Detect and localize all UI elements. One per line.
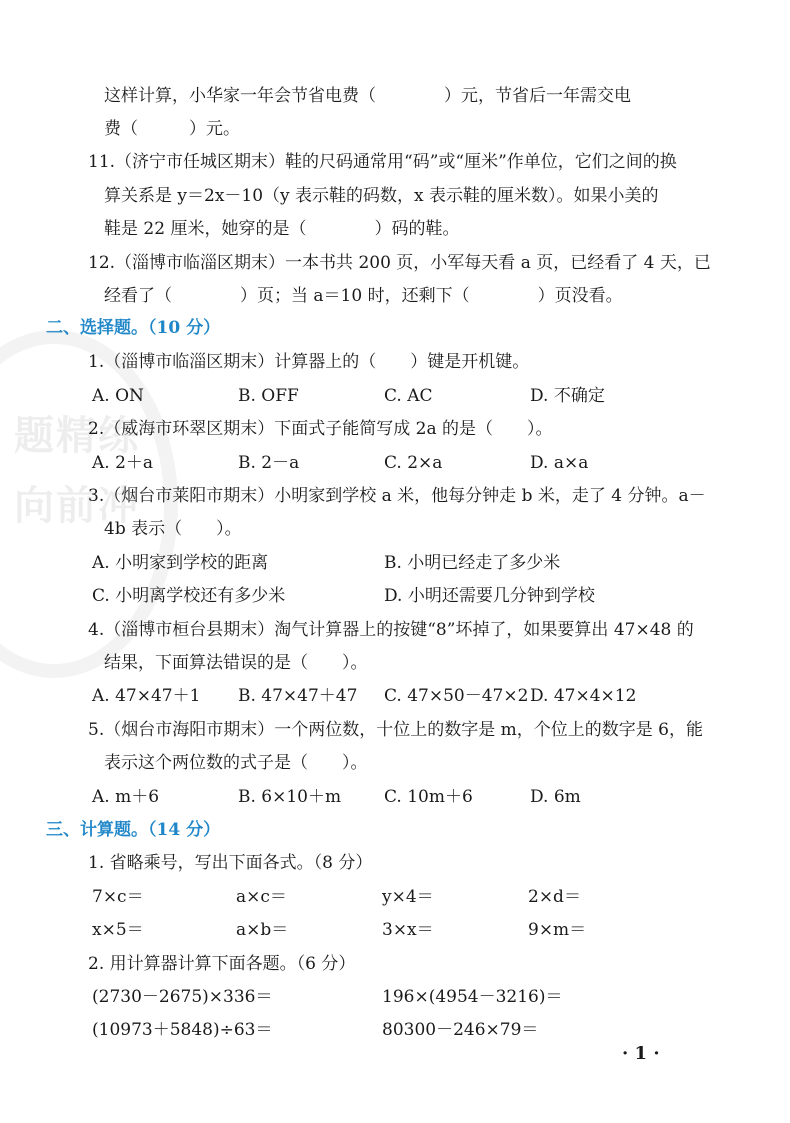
mc1-option-b[interactable]: B. OFF (238, 386, 299, 406)
page-number: · 1 · (622, 1043, 660, 1064)
calc1-title: 1. 省略乘号，写出下面各式。（8 分） (88, 853, 373, 873)
mc4-option-d[interactable]: D. 47×4×12 (530, 686, 637, 706)
calc1-item: 2×d＝ (528, 887, 581, 907)
calc2-title: 2. 用计算器计算下面各题。（6 分） (88, 954, 356, 974)
q10-line-1: 这样计算，小华家一年会节省电费（ ）元，节省后一年需交电 (104, 86, 631, 106)
calc2-item: 196×(4954－3216)＝ (382, 987, 563, 1007)
calc2-item: 80300－246×79＝ (382, 1020, 539, 1040)
mc3-option-a[interactable]: A. 小明家到学校的距离 (92, 553, 269, 573)
mc4-option-c[interactable]: C. 47×50－47×2 (384, 686, 529, 706)
mc2-option-a[interactable]: A. 2＋a (92, 453, 154, 473)
calc1-item: y×4＝ (382, 887, 434, 907)
mc4-option-a[interactable]: A. 47×47＋1 (92, 686, 201, 706)
mc5-option-d[interactable]: D. 6m (530, 787, 581, 807)
mc3-stem-line-1: 3.（烟台市莱阳市期末）小明家到学校 a 米，他每分钟走 b 米，走了 4 分钟。a－ (88, 486, 706, 506)
mc5-option-c[interactable]: C. 10m＋6 (384, 787, 473, 807)
mc3-option-c[interactable]: C. 小明离学校还有多少米 (92, 586, 286, 606)
mc1-option-c[interactable]: C. AC (384, 386, 433, 406)
q12-line-2: 经看了（ ）页；当 a＝10 时，还剩下（ ）页没看。 (104, 286, 623, 306)
calc1-item: 3×x＝ (382, 920, 434, 940)
calc2-item: (2730－2675)×336＝ (92, 987, 273, 1007)
mc3-option-b[interactable]: B. 小明已经走了多少米 (384, 553, 561, 573)
calc1-item: 9×m＝ (528, 920, 587, 940)
mc1-stem: 1.（淄博市临淄区期末）计算器上的（ ）键是开机键。 (88, 352, 530, 372)
mc4-option-b[interactable]: B. 47×47＋47 (238, 686, 358, 706)
mc5-stem-line-2: 表示这个两位数的式子是（ ）。 (104, 753, 368, 773)
mc5-option-a[interactable]: A. m＋6 (92, 787, 160, 807)
calc1-item: a×b＝ (236, 920, 289, 940)
q10-line-2: 费（ ）元。 (104, 119, 240, 139)
calc1-item: a×c＝ (236, 887, 287, 907)
mc2-option-b[interactable]: B. 2－a (238, 453, 300, 473)
mc5-option-b[interactable]: B. 6×10＋m (238, 787, 342, 807)
mc1-option-a[interactable]: A. ON (92, 386, 144, 406)
mc2-stem: 2.（威海市环翠区期末）下面式子能简写成 2a 的是（ ）。 (88, 419, 553, 439)
mc5-stem-line-1: 5.（烟台市海阳市期末）一个两位数，十位上的数字是 m，个位上的数字是 6，能 (88, 720, 703, 740)
mc2-option-c[interactable]: C. 2×a (384, 453, 443, 473)
q11-line-2: 算关系是 y＝2x－10（y 表示鞋的码数，x 表示鞋的厘米数）。如果小美的 (104, 186, 659, 206)
mc2-option-d[interactable]: D. a×a (530, 453, 589, 473)
section-3-title: 三、计算题。（14 分） (46, 820, 221, 840)
watermark-seal: 题精练 向前冲 (0, 330, 178, 678)
calc1-item: x×5＝ (92, 920, 144, 940)
mc4-stem-line-2: 结果，下面算法错误的是（ ）。 (104, 653, 368, 673)
calc2-item: (10973＋5848)÷63＝ (92, 1020, 273, 1040)
q11-line-3: 鞋是 22 厘米，她穿的是（ ）码的鞋。 (104, 219, 460, 239)
calc1-item: 7×c＝ (92, 887, 144, 907)
mc3-option-d[interactable]: D. 小明还需要几分钟到学校 (384, 586, 595, 606)
q12-line-1: 12.（淄博市临淄区期末）一本书共 200 页，小军每天看 a 页，已经看了 4 天，已 (88, 253, 711, 273)
mc4-stem-line-1: 4.（淄博市桓台县期末）淘气计算器上的按键“8”坏掉了，如果要算出 47×48 的 (88, 620, 694, 640)
q11-line-1: 11.（济宁市任城区期末）鞋的尺码通常用“码”或“厘米”作单位，它们之间的换 (88, 152, 677, 172)
mc3-stem-line-2: 4b 表示（ ）。 (104, 519, 242, 539)
section-2-title: 二、选择题。（10 分） (46, 318, 221, 338)
mc1-option-d[interactable]: D. 不确定 (530, 386, 605, 406)
